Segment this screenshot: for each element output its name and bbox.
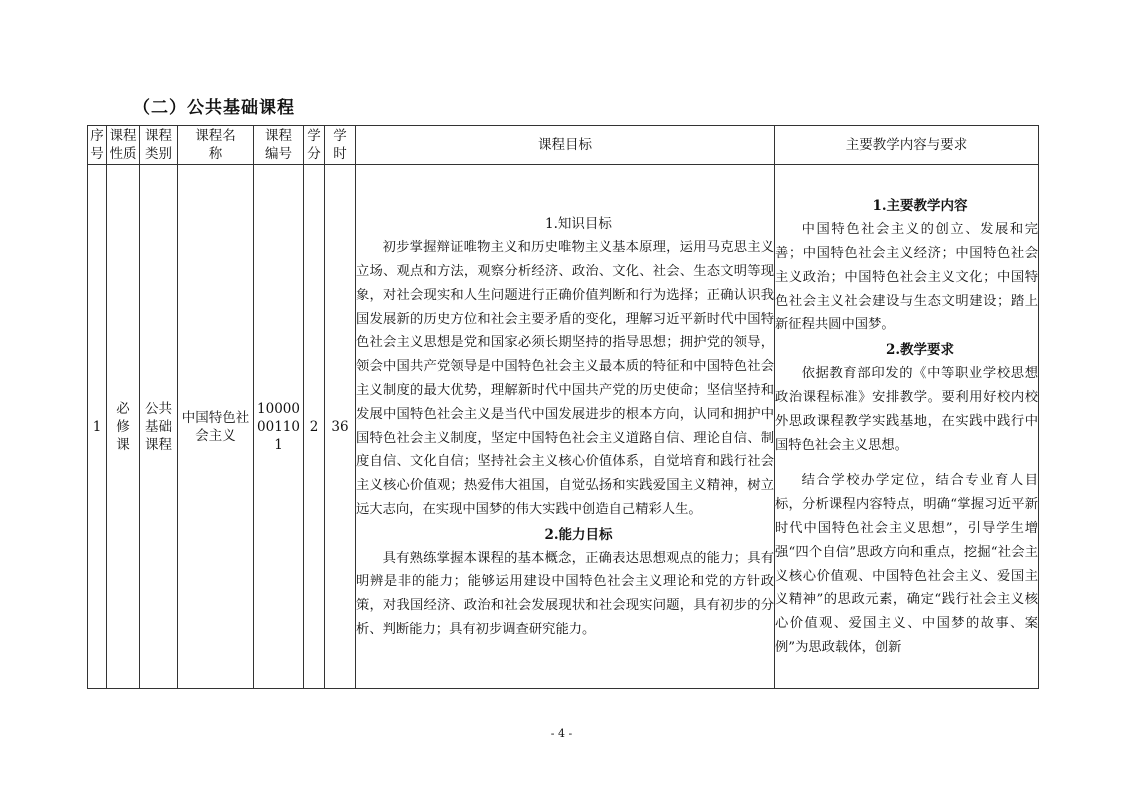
cell-hours: 36 <box>325 165 356 689</box>
page-number: - 4 - <box>550 727 573 740</box>
knowledge-goal-title: 1.知识目标 <box>545 216 612 233</box>
main-content-text: 中国特色社会主义的创立、发展和完善；中国特色社会主义经济；中国特色社会主义政治；中国特色社会主义文化；中国特色社会主义社会建设与生态文明建设；踏上新征程共圆中国梦。 <box>775 222 1038 333</box>
header-index: 序号 <box>88 126 107 165</box>
header-hours: 学时 <box>325 126 356 165</box>
cell-nature: 必修课 <box>107 165 140 689</box>
requirements-text-2: 结合学校办学定位，结合专业育人目标，分析课程内容特点，明确“掌握习近平新时代中国特色社会主义思想”，引导学生增强“四个自信”思政方向和重点，挖掘“社会主义核心价值观、中国特色社会主义、爱国主义精神”的思政元素，确定“践行社会主义核心价值观、爱国主义、中国梦的故事、案例”为思政载体，创新 <box>775 473 1038 655</box>
header-category: 课程类别 <box>140 126 178 165</box>
header-goal: 课程目标 <box>356 126 775 165</box>
cell-name: 中国特色社会主义 <box>178 165 254 689</box>
header-content: 主要教学内容与要求 <box>775 126 1039 165</box>
header-name: 课程名称 <box>178 126 254 165</box>
cell-credit: 2 <box>304 165 325 689</box>
requirements-text-1: 依据教育部印发的《中等职业学校思想政治课程标准》安排教学。要利用好校内校外思政课程教学实践基地，在实践中践行中国特色社会主义思想。 <box>775 366 1038 453</box>
table-row <box>88 165 1039 689</box>
header-nature: 课程性质 <box>107 126 140 165</box>
knowledge-goal-text: 初步掌握辩证唯物主义和历史唯物主义基本原理，运用马克思主义立场、观点和方法，观察分析经济、政治、文化、社会、生态文明等现象，对社会现实和人生问题进行正确价值判断和行为选择；正确认识我国发展新的历史方位和社会主要矛盾的变化，理解习近平新时代中国特色社会主义思想是党和国家必须长期坚持的指导思想；拥护党的领导，领会中国共产党领导是中国特色社会主义最本质的特征和中国特色社会主义制度的最大优势，理解新时代中国共产党的历史使命；坚信坚持和发展中国特色社会主义是当代中国发展进步的根本方向，认同和拥护中国特色社会主义制度，坚定中国特色社会主义道路自信、理论自信、制度自信、文化自信；坚持社会主义核心价值体系，自觉培育和践行社会主义核心价值观；热爱伟大祖国，自觉弘扬和实践爱国主义精神，树立远大志向，在实现中国梦的伟大实践中创造自己精彩人生。 <box>356 240 774 517</box>
header-credit: 学分 <box>304 126 325 165</box>
ability-goal-text: 具有熟练掌握本课程的基本概念，正确表达思想观点的能力；具有明辨是非的能力；能够运用建设中国特色社会主义理论和党的方针政策，对我国经济、政治和社会发展现状和社会现实问题，具有初步的分析、判断能力；具有初步调查研究能力。 <box>356 550 774 638</box>
cell-goal <box>356 165 775 689</box>
section-title: （二）公共基础课程 <box>133 98 295 118</box>
cell-content <box>775 165 1039 689</box>
header-row <box>88 126 1039 165</box>
header-code: 课程编号 <box>254 126 304 165</box>
ability-goal-title: 2.能力目标 <box>544 526 613 543</box>
cell-code: 10000001101 <box>254 165 304 689</box>
cell-category: 公共基础课程 <box>140 165 178 689</box>
cell-index: 1 <box>88 165 107 689</box>
course-table <box>87 125 1039 689</box>
requirements-title: 2.教学要求 <box>885 342 955 359</box>
main-content-title: 1.主要教学内容 <box>872 198 968 215</box>
